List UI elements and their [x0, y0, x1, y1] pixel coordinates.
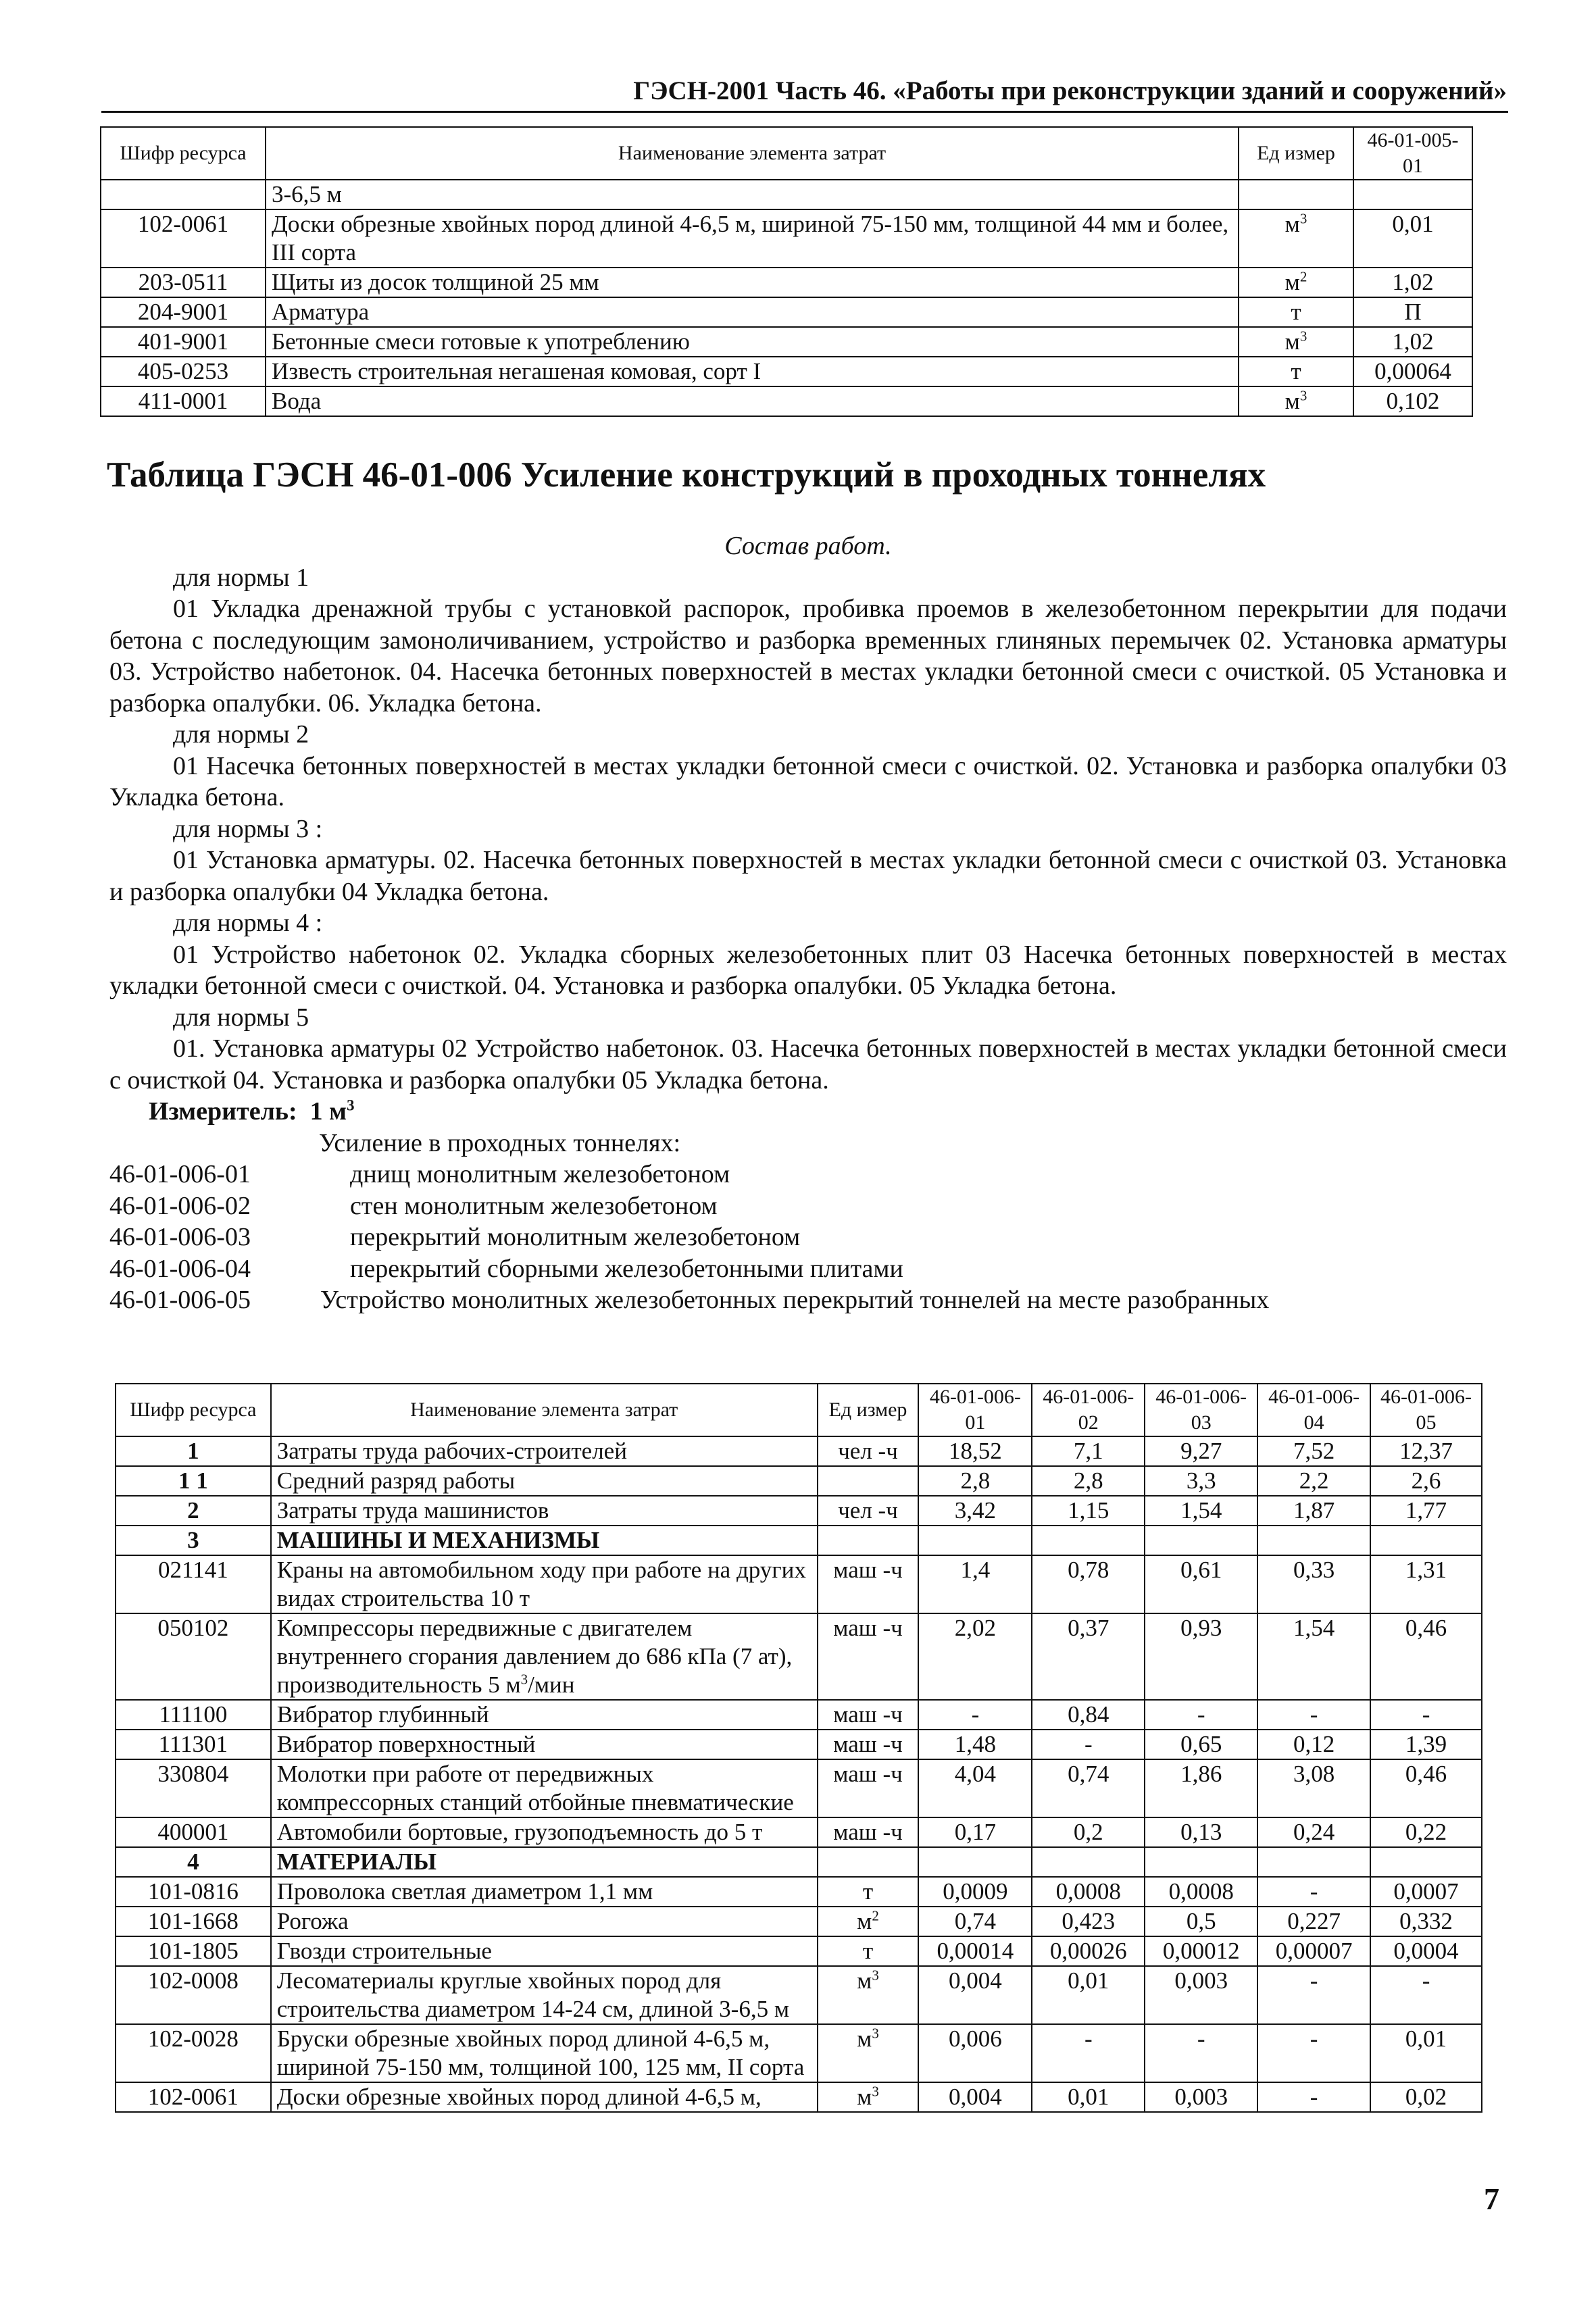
table-row: [101, 297, 1472, 327]
cell-value: 0,0007: [1370, 1877, 1482, 1907]
cell-value: 0,332: [1370, 1907, 1482, 1936]
cell-value: -: [1145, 1700, 1257, 1730]
cell-name: Доски обрезные хвойных пород длиной 4-6,5 м,: [271, 2082, 818, 2112]
cell-unit: т: [818, 1877, 919, 1907]
resource-table-continued: [100, 126, 1473, 417]
table-row: [101, 357, 1472, 386]
cell-name: Проволока светлая диаметром 1,1 мм: [271, 1877, 818, 1907]
cell-unit: [818, 1847, 919, 1877]
cell-code: [101, 180, 266, 209]
norm-description: перекрытий сборными железобетонными плитами: [350, 1254, 903, 1283]
cell-value: 1,02: [1353, 327, 1472, 357]
norm-code: 46-01-006-02: [109, 1191, 251, 1220]
cell-value: 9,27: [1145, 1436, 1257, 1466]
table-row: [101, 327, 1472, 357]
column-header: 46-01-005-01: [1353, 127, 1472, 180]
reinforcement-item: [109, 1253, 1507, 1285]
cell-code: 405-0253: [101, 357, 266, 386]
cell-value: 0,01: [1370, 2024, 1482, 2082]
cell-value: -: [1370, 1700, 1482, 1730]
cell-value: 0,22: [1370, 1817, 1482, 1847]
cell-value: 1,39: [1370, 1730, 1482, 1759]
cell-value: 1,15: [1032, 1496, 1145, 1526]
norm-label: для нормы 3 :: [173, 814, 323, 843]
column-header: Шифр ресурса: [116, 1384, 271, 1436]
cell-value: 18,52: [918, 1436, 1032, 1466]
norm-text: 01 Укладка дренажной трубы с установкой распорок, пробивка проемов в железобетонном перекрытии для подачи бетона с последующим замоноличиванием, устройство и разборка временных глиняных перемычек 02. Установка арматуры 03. Устройство набетонок. 04. Насечка бетонных поверхностей в местах укладки бетонной смеси с очисткой. 05 Установка и разборка опалубки. 06. Укладка бетона.: [109, 595, 1507, 718]
cell-value: 12,37: [1370, 1436, 1482, 1466]
column-header: 46-01-006-03: [1145, 1384, 1257, 1436]
cell-code: 021141: [116, 1555, 271, 1613]
table-row: [116, 1877, 1482, 1907]
cell-value: 7,52: [1257, 1436, 1370, 1466]
cell-name: Бруски обрезные хвойных пород длиной 4-6,5 м, шириной 75-150 мм, толщиной 100, 125 мм, II сорта: [271, 2024, 818, 2082]
cell-value: [918, 1847, 1032, 1877]
cell-value: 1,87: [1257, 1496, 1370, 1526]
cell-value: 0,24: [1257, 1817, 1370, 1847]
cell-unit: $м^3$: [1239, 327, 1353, 357]
cell-name: Вибратор глубинный: [271, 1700, 818, 1730]
norm-text: 01 Насечка бетонных поверхностей в местах укладки бетонной смеси с очисткой. 02. Установка и разборка опалубки 03 Укладка бетона.: [109, 751, 1507, 811]
cell-name: Бетонные смеси готовые к употреблению: [266, 327, 1239, 357]
cell-value: 0,01: [1353, 209, 1472, 268]
table-header-row: [116, 1384, 1482, 1436]
cell-unit: $м^2$: [1239, 268, 1353, 297]
cell-value: 0,2: [1032, 1817, 1145, 1847]
cell-value: 7,1: [1032, 1436, 1145, 1466]
norm-description: Устройство монолитных железобетонных перекрытий тоннелей на месте разобранных: [320, 1286, 1270, 1314]
cell-unit: $м^3$: [818, 2082, 919, 2112]
cell-value: [1257, 1847, 1370, 1877]
cell-value: 0,61: [1145, 1555, 1257, 1613]
cell-unit: [818, 1466, 919, 1496]
work-composition-heading: Состав работ.: [724, 532, 892, 560]
cell-name: Вода: [266, 386, 1239, 416]
table-row: [116, 1847, 1482, 1877]
cell-name: 3-6,5 м: [266, 180, 1239, 209]
cell-value: 0,01: [1032, 2082, 1145, 2112]
cell-value: 0,93: [1145, 1613, 1257, 1700]
cell-code: 111301: [116, 1730, 271, 1759]
table-row: [101, 268, 1472, 297]
cell-value: 0,423: [1032, 1907, 1145, 1936]
cell-name: Средний разряд работы: [271, 1466, 818, 1496]
norm-description: перекрытий монолитным железобетоном: [350, 1223, 801, 1251]
cell-value: 2,6: [1370, 1466, 1482, 1496]
cell-value: 0,17: [918, 1817, 1032, 1847]
cell-unit: маш -ч: [818, 1555, 919, 1613]
cell-value: 0,5: [1145, 1907, 1257, 1936]
cell-value: [918, 1526, 1032, 1555]
cell-value: 1,54: [1257, 1613, 1370, 1700]
cell-value: 0,02: [1370, 2082, 1482, 2112]
cell-value: 1,4: [918, 1555, 1032, 1613]
cell-code: 330804: [116, 1759, 271, 1817]
table-row: [116, 2024, 1482, 2082]
norm-label: для нормы 4 :: [173, 909, 323, 937]
cell-value: [1032, 1526, 1145, 1555]
cell-code: 102-0061: [101, 209, 266, 268]
cell-value: 0,004: [918, 1966, 1032, 2024]
cell-code: 102-0061: [116, 2082, 271, 2112]
cell-value: 0,003: [1145, 2082, 1257, 2112]
cell-value: -: [1257, 2082, 1370, 2112]
meter-value: 1 $м^3$: [309, 1097, 355, 1126]
header-rule: [101, 111, 1508, 113]
norm-text: 01 Устройство набетонок 02. Укладка сборных железобетонных плит 03 Насечка бетонных поверхностей в местах укладки бетонной смеси с очисткой. 04. Установка и разборка опалубки. 05 Укладка бетона.: [109, 940, 1507, 1000]
cell-name: Автомобили бортовые, грузоподъемность до 5 т: [271, 1817, 818, 1847]
norm-code: 46-01-006-01: [109, 1160, 251, 1188]
cell-value: 0,74: [1032, 1759, 1145, 1817]
cell-value: 1,02: [1353, 268, 1472, 297]
cell-unit: маш -ч: [818, 1730, 919, 1759]
cell-unit: т: [1239, 297, 1353, 327]
cell-value: 3,42: [918, 1496, 1032, 1526]
cell-name: Затраты труда рабочих-строителей: [271, 1436, 818, 1466]
reinforcement-item: [109, 1159, 1507, 1190]
cell-value: [1370, 1526, 1482, 1555]
cell-value: 0,46: [1370, 1613, 1482, 1700]
cell-code: 050102: [116, 1613, 271, 1700]
table-row: [116, 1700, 1482, 1730]
cell-code: 102-0028: [116, 2024, 271, 2082]
column-header: 46-01-006-02: [1032, 1384, 1145, 1436]
cell-value: 0,0008: [1032, 1877, 1145, 1907]
cell-unit: т: [1239, 357, 1353, 386]
column-header: Наименование элемента затрат: [271, 1384, 818, 1436]
column-header: Ед измер: [1239, 127, 1353, 180]
cell-name: Доски обрезные хвойных пород длиной 4-6,5 м, шириной 75-150 мм, толщиной 44 мм и более, III сорта: [266, 209, 1239, 268]
cell-value: -: [1032, 1730, 1145, 1759]
cell-unit: $м^3$: [818, 1966, 919, 2024]
cell-code: 1: [116, 1436, 271, 1466]
cell-value: 0,46: [1370, 1759, 1482, 1817]
meter-label: Измеритель:: [149, 1097, 297, 1126]
cell-value: 0,74: [918, 1907, 1032, 1936]
cell-unit: [1239, 180, 1353, 209]
table-row: [116, 1466, 1482, 1496]
cell-name: Молотки при работе от передвижных компрессорных станций отбойные пневматические: [271, 1759, 818, 1817]
cell-name: Известь строительная негашеная комовая, сорт I: [266, 357, 1239, 386]
cell-code: 4: [116, 1847, 271, 1877]
cell-unit: маш -ч: [818, 1613, 919, 1700]
norm-label: для нормы 5: [173, 1003, 309, 1032]
cell-value: -: [1257, 1966, 1370, 2024]
cell-value: 0,84: [1032, 1700, 1145, 1730]
cell-unit: $м^3$: [1239, 386, 1353, 416]
running-header: ГЭСН-2001 Часть 46. «Работы при реконструкции зданий и сооружений»: [633, 76, 1507, 105]
cell-value: 2,8: [918, 1466, 1032, 1496]
cell-code: 203-0511: [101, 268, 266, 297]
reinforcement-item: [109, 1222, 1507, 1253]
cell-value: 0,003: [1145, 1966, 1257, 2024]
work-composition: [109, 530, 1507, 1316]
reinforcement-title: Усиление в проходных тоннелях:: [319, 1128, 681, 1157]
norm-code: 46-01-006-03: [109, 1223, 251, 1251]
norm-code: 46-01-006-05: [109, 1286, 251, 1314]
cell-code: 411-0001: [101, 386, 266, 416]
cell-value: -: [918, 1700, 1032, 1730]
cell-value: 0,00014: [918, 1936, 1032, 1966]
cell-value: 0,0009: [918, 1877, 1032, 1907]
cell-value: 0,00007: [1257, 1936, 1370, 1966]
column-header: Ед измер: [818, 1384, 919, 1436]
cell-code: 101-0816: [116, 1877, 271, 1907]
table-row: [116, 1936, 1482, 1966]
cell-code: 204-9001: [101, 297, 266, 327]
cell-code: 2: [116, 1496, 271, 1526]
cell-value: 1,48: [918, 1730, 1032, 1759]
cell-unit: $м^3$: [818, 2024, 919, 2082]
cell-value: 0,227: [1257, 1907, 1370, 1936]
cell-value: 1,77: [1370, 1496, 1482, 1526]
table-row: [116, 1555, 1482, 1613]
cell-value: [1145, 1847, 1257, 1877]
cell-value: 4,04: [918, 1759, 1032, 1817]
cell-code: 101-1805: [116, 1936, 271, 1966]
cell-value: 0,00026: [1032, 1936, 1145, 1966]
table-row: [116, 1526, 1482, 1555]
table-row: [116, 1817, 1482, 1847]
column-header: Шифр ресурса: [101, 127, 266, 180]
resource-table: [115, 1383, 1482, 2113]
cell-code: 1 1: [116, 1466, 271, 1496]
cell-name: Щиты из досок толщиной 25 мм: [266, 268, 1239, 297]
table-row: [116, 1759, 1482, 1817]
cell-value: [1032, 1847, 1145, 1877]
cell-value: 2,8: [1032, 1466, 1145, 1496]
norm-description: днищ монолитным железобетоном: [350, 1160, 730, 1188]
cell-value: [1257, 1526, 1370, 1555]
cell-value: 0,004: [918, 2082, 1032, 2112]
cell-value: 3,3: [1145, 1466, 1257, 1496]
cell-value: 0,13: [1145, 1817, 1257, 1847]
cell-value: [1145, 1526, 1257, 1555]
reinforcement-item: [109, 1190, 1507, 1222]
cell-value: 0,00012: [1145, 1936, 1257, 1966]
cell-unit: чел -ч: [818, 1496, 919, 1526]
page-number: 7: [1484, 2182, 1499, 2216]
column-header: 46-01-006-05: [1370, 1384, 1482, 1436]
cell-value: -: [1370, 1966, 1482, 2024]
table-row: [116, 1907, 1482, 1936]
table-row: [101, 386, 1472, 416]
cell-code: 400001: [116, 1817, 271, 1847]
cell-value: 0,78: [1032, 1555, 1145, 1613]
cell-value: 0,00064: [1353, 357, 1472, 386]
cell-code: 111100: [116, 1700, 271, 1730]
cell-value: -: [1257, 2024, 1370, 2082]
norm-description: стен монолитным железобетоном: [350, 1191, 718, 1220]
cell-value: 2,2: [1257, 1466, 1370, 1496]
cell-name: Гвозди строительные: [271, 1936, 818, 1966]
cell-value: П: [1353, 297, 1472, 327]
cell-value: -: [1257, 1877, 1370, 1907]
norm-label: для нормы 1: [173, 563, 309, 592]
norm-label: для нормы 2: [173, 720, 309, 749]
cell-value: 2,02: [918, 1613, 1032, 1700]
table-title: Таблица ГЭСН 46-01-006 Усиление конструкций в проходных тоннелях: [107, 455, 1266, 495]
cell-unit: чел -ч: [818, 1436, 919, 1466]
cell-code: 101-1668: [116, 1907, 271, 1936]
cell-value: 1,86: [1145, 1759, 1257, 1817]
column-header: 46-01-006-01: [918, 1384, 1032, 1436]
column-header: Наименование элемента затрат: [266, 127, 1239, 180]
cell-unit: [818, 1526, 919, 1555]
cell-value: [1370, 1847, 1482, 1877]
cell-unit: маш -ч: [818, 1817, 919, 1847]
table-row: [101, 209, 1472, 268]
reinforcement-list: [109, 1159, 1507, 1316]
cell-unit: $м^2$: [818, 1907, 919, 1936]
cell-name: МАТЕРИАЛЫ: [271, 1847, 818, 1877]
cell-name: Арматура: [266, 297, 1239, 327]
cell-unit: маш -ч: [818, 1759, 919, 1817]
table-row: [116, 1436, 1482, 1466]
reinforcement-item: [109, 1284, 1507, 1316]
cell-name: Компрессоры передвижные с двигателем внутреннего сгорания давлением до 686 кПа (7 ат), производительность 5 $м^3$/мин: [271, 1613, 818, 1700]
cell-value: -: [1145, 2024, 1257, 2082]
cell-value: 0,102: [1353, 386, 1472, 416]
meter-line: [109, 1096, 1507, 1128]
table-row: [116, 1966, 1482, 2024]
cell-unit: $м^3$: [1239, 209, 1353, 268]
column-header: 46-01-006-04: [1257, 1384, 1370, 1436]
cell-value: 1,54: [1145, 1496, 1257, 1526]
cell-code: 401-9001: [101, 327, 266, 357]
norm-code: 46-01-006-04: [109, 1254, 251, 1283]
norms-list: [109, 562, 1507, 1097]
cell-unit: т: [818, 1936, 919, 1966]
cell-unit: маш -ч: [818, 1700, 919, 1730]
cell-name: Лесоматериалы круглые хвойных пород для строительства диаметром 14-24 см, длиной 3-6,5 м: [271, 1966, 818, 2024]
cell-value: -: [1032, 2024, 1145, 2082]
table-row: [116, 1613, 1482, 1700]
cell-value: 0,006: [918, 2024, 1032, 2082]
cell-value: 0,37: [1032, 1613, 1145, 1700]
table-row: [116, 1730, 1482, 1759]
cell-code: 102-0008: [116, 1966, 271, 2024]
table-header-row: [101, 127, 1472, 180]
cell-value: [1353, 180, 1472, 209]
cell-value: 0,12: [1257, 1730, 1370, 1759]
cell-value: 0,01: [1032, 1966, 1145, 2024]
cell-value: 3,08: [1257, 1759, 1370, 1817]
norm-text: 01. Установка арматуры 02 Устройство набетонок. 03. Насечка бетонных поверхностей в местах укладки бетонной смеси с очисткой 04. Установка и разборка опалубки 05 Укладка бетона.: [109, 1034, 1507, 1095]
cell-value: 1,31: [1370, 1555, 1482, 1613]
cell-name: Краны на автомобильном ходу при работе на других видах строительства 10 т: [271, 1555, 818, 1613]
cell-value: -: [1257, 1700, 1370, 1730]
cell-name: Рогожа: [271, 1907, 818, 1936]
cell-code: 3: [116, 1526, 271, 1555]
cell-value: 0,0008: [1145, 1877, 1257, 1907]
cell-value: 0,0004: [1370, 1936, 1482, 1966]
cell-name: Затраты труда машинистов: [271, 1496, 818, 1526]
norm-text: 01 Установка арматуры. 02. Насечка бетонных поверхностей в местах укладки бетонной смеси с очисткой 03. Установка и разборка опалубки 04 Укладка бетона.: [109, 846, 1507, 906]
cell-name: МАШИНЫ И МЕХАНИЗМЫ: [271, 1526, 818, 1555]
table-row: [116, 2082, 1482, 2112]
cell-value: 0,65: [1145, 1730, 1257, 1759]
cell-value: 0,33: [1257, 1555, 1370, 1613]
cell-name: Вибратор поверхностный: [271, 1730, 818, 1759]
table-row: [116, 1496, 1482, 1526]
table-row: [101, 180, 1472, 209]
